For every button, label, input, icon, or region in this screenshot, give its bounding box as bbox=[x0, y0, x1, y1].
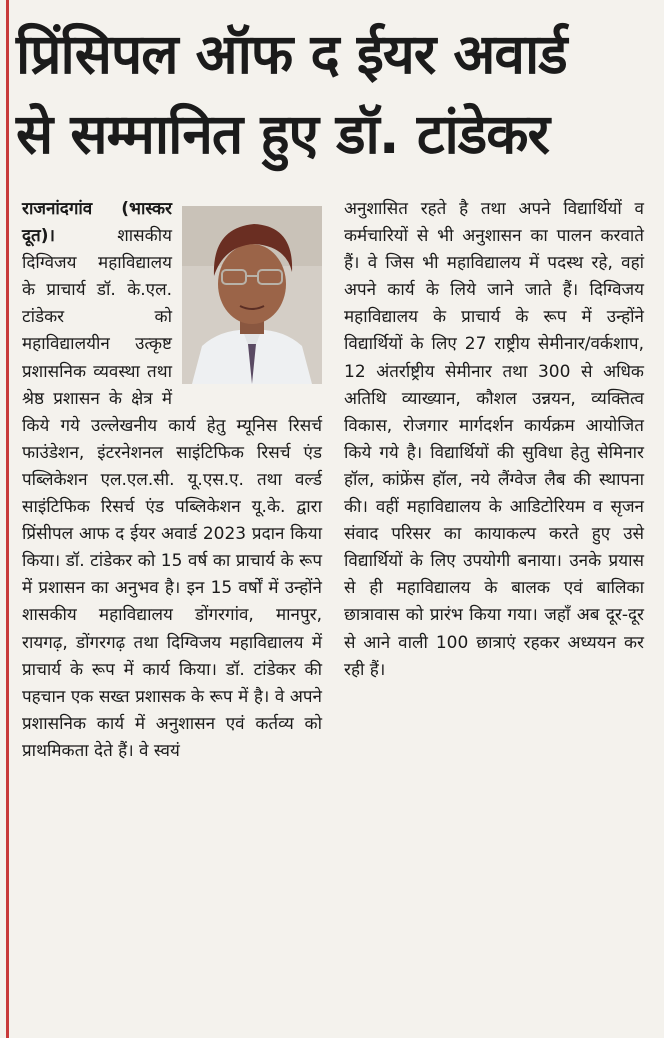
article-column-right bbox=[344, 196, 644, 684]
headline-line-1: प्रिंसिपल ऑफ द ईयर अवार्ड bbox=[16, 22, 567, 86]
portrait-icon bbox=[182, 206, 322, 384]
portrait-photo bbox=[182, 206, 322, 384]
dateline: राजनांदगांव (भास्कर दूत)। bbox=[22, 199, 172, 247]
article-body-left: शासकीय दिग्विजय महाविद्यालय के प्राचार्य डॉ. के.एल. टांडेकर को महाविद्यालयीन उत्कृष्ट प्रशासनिक व्यवस्था तथा श्रेष्ठ प्रशासन के क्षेत्र में किये गये उल्लेखनीय कार्य हेतु म्यूनिस रिसर्च फाउंडेशन, इंटरनेशनल साइंटिफिक रिसर्च एंड पब्लिकेशन एल.एल.सी. यू.एस.ए. तथा वर्ल्ड साइंटिफिक रिसर्च एंड पब्लिकेशन यू.के. द्वारा प्रिंसीपल आफ द ईयर अवार्ड 2023 प्रदान किया किया। डॉ. टांडेकर को 15 वर्ष का प्राचार्य के रूप में प्रशासन का अनुभव है। इन 15 वर्षों में उन्होंने शासकीय महाविद्यालय डोंगरगांव, मानपुर, रायगढ़, डोंगरगढ़ तथा दिग्विजय महाविद्यालय में प्राचार्य के रूप में कार्य किया। डॉ. टांडेकर की पहचान एक सख्त प्रशासक के रूप में है। वे अपने प्रशासनिक कार्य में अनुशासन एवं कर्तव्य को प्राथमिकता देते हैं। वे स्वयं bbox=[22, 226, 322, 761]
headline-line-2: से सम्मानित हुए डॉ. टांडेकर bbox=[16, 102, 549, 166]
article-body-right: अनुशासित रहते है तथा अपने विद्यार्थियों व कर्मचारियों से भी अनुशासन का पालन करवाते हैं। वे जिस भी महाविद्यालय में पदस्थ रहे, वहां अपने कार्य के लिये जाने जाते हैं। दिग्विजय महाविद्यालय के प्राचार्य के रूप में उन्होंने विद्यार्थियों के लिए 27 राष्ट्रीय सेमीनार/वर्कशाप, 12 अंतर्राष्ट्रीय सेमीनार तथा 300 से अधिक अतिथि व्याख्यान, कौशल उन्नयन, व्यक्तित्व विकास, रोजगार मार्गदर्शन कार्यक्रम आयोजित किये गये है। विद्यार्थियों की सुविधा हेतु सेमिनार हॉल, कांफ्रेंस हॉल, नये लैंग्वेज लैब की स्थापना की। वहीं महाविद्यालय के आडिटोरियम व सृजन संवाद परिसर का कायाकल्प करते हुए उसे विद्यार्थियों के लिए उपयोगी बनाया। उनके प्रयास से ही महाविद्यालय के बालक एवं बालिका छात्रावास को प्रारंभ किया गया। जहाँ अब दूर-दूर से आने वाली 100 छात्राएं रहकर अध्ययन कर रही हैं। bbox=[344, 199, 644, 680]
article-column-left bbox=[22, 196, 322, 765]
headline bbox=[16, 14, 652, 174]
left-margin-rule bbox=[6, 0, 9, 1038]
